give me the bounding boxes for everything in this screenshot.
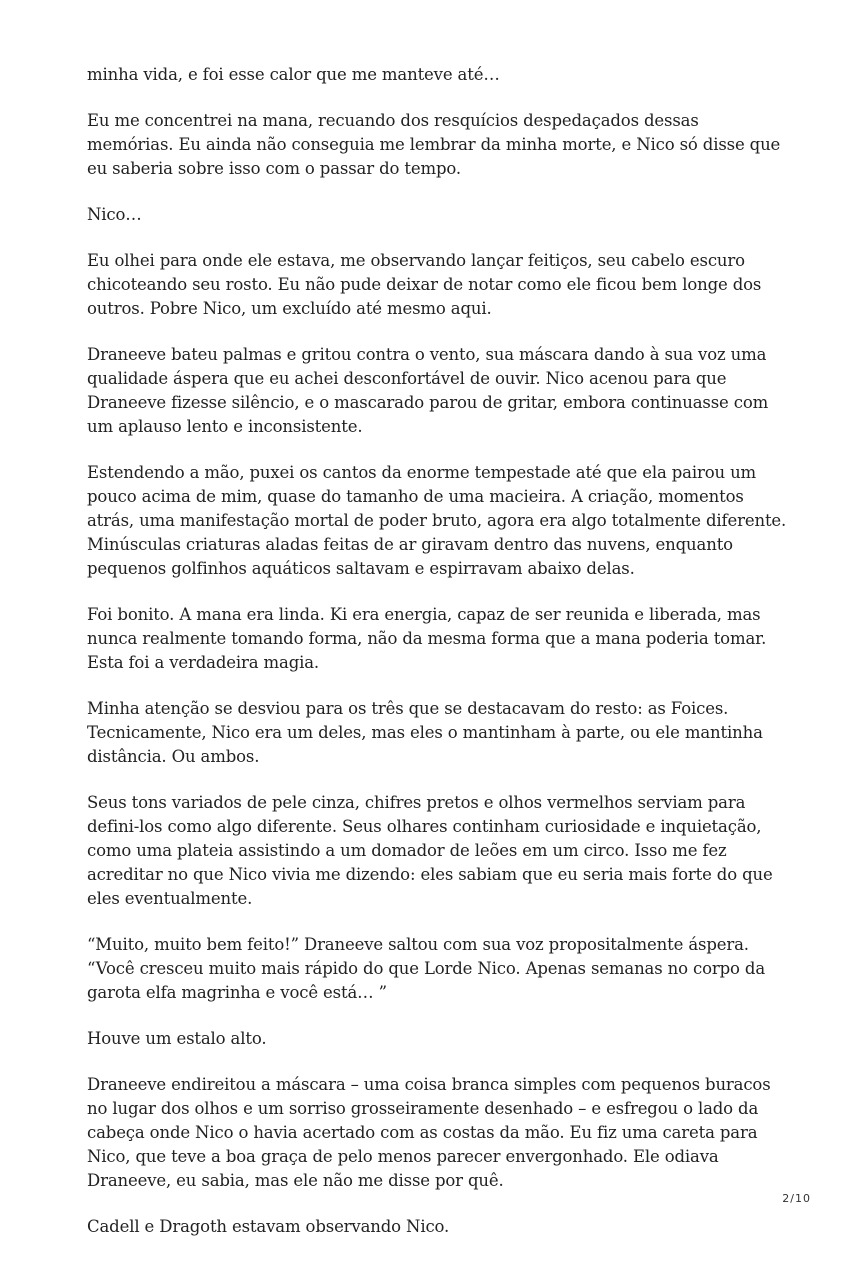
paragraph: Minha atenção se desviou para os três que se destacavam do resto: as Foices. Tecnicamente, Nico era um deles, mas eles o mantinham à parte, ou ele mantinha distância. Ou ambos. xyxy=(87,699,763,766)
page-number: 2/10 xyxy=(782,1192,811,1205)
paragraph: Estendendo a mão, puxei os cantos da enorme tempestade até que ela pairou um pouco acima de mim, quase do tamanho de uma macieira. A criação, momentos atrás, uma manifestação mortal de poder bruto, agora era algo totalmente diferente. Minúsculas criaturas aladas feitas de ar giravam dentro das nuvens, enquanto pequenos golfinhos aquáticos saltavam e espirravam abaixo delas. xyxy=(87,463,787,578)
paragraph: Draneeve endireitou a máscara – uma coisa branca simples com pequenos buracos no lugar dos olhos e um sorriso grosseiramente desenhado – e esfregou o lado da cabeça onde Nico o havia acertado com as costas da mão. Eu fiz uma careta para Nico, que teve a boa graça de pelo menos parecer envergonhado. Ele odiava Draneeve, eu sabia, mas ele não me disse por quê. xyxy=(87,1075,771,1190)
document-body xyxy=(87,63,787,1261)
paragraph: Seus tons variados de pele cinza, chifres pretos e olhos vermelhos serviam para defini-los como algo diferente. Seus olhares continham curiosidade e inquietação, como uma plateia assistindo a um domador de leões em um circo. Isso me fez acreditar no que Nico vivia me dizendo: eles sabiam que eu seria mais forte do que eles eventualmente. xyxy=(87,793,773,908)
paragraph: minha vida, e foi esse calor que me manteve até… xyxy=(87,65,500,84)
paragraph: Eu me concentrei na mana, recuando dos resquícios despedaçados dessas memórias. Eu ainda não conseguia me lembrar da minha morte, e Nico só disse que eu saberia sobre isso com o passar do tempo. xyxy=(87,111,781,178)
paragraph: Nico… xyxy=(87,205,142,224)
paragraph: Eu olhei para onde ele estava, me observando lançar feitiços, seu cabelo escuro chicoteando seu rosto. Eu não pude deixar de notar como ele ficou bem longe dos outros. Pobre Nico, um excluído até mesmo aqui. xyxy=(87,251,762,318)
paragraph: Cadell e Dragoth estavam observando Nico. xyxy=(87,1217,450,1236)
paragraph: Draneeve bateu palmas e gritou contra o vento, sua máscara dando à sua voz uma qualidade áspera que eu achei desconfortável de ouvir. Nico acenou para que Draneeve fizesse silêncio, e o mascarado parou de gritar, embora continuasse com um aplauso lento e inconsistente. xyxy=(87,345,769,436)
paragraph: Houve um estalo alto. xyxy=(87,1029,267,1048)
paragraph: “Muito, muito bem feito!” Draneeve saltou com sua voz propositalmente áspera. “Você cresceu muito mais rápido do que Lorde Nico. Apenas semanas no corpo da garota elfa magrinha e você está… ” xyxy=(87,935,766,1002)
paragraph: Foi bonito. A mana era linda. Ki era energia, capaz de ser reunida e liberada, mas nunca realmente tomando forma, não da mesma forma que a mana poderia tomar. Esta foi a verdadeira magia. xyxy=(87,605,767,672)
